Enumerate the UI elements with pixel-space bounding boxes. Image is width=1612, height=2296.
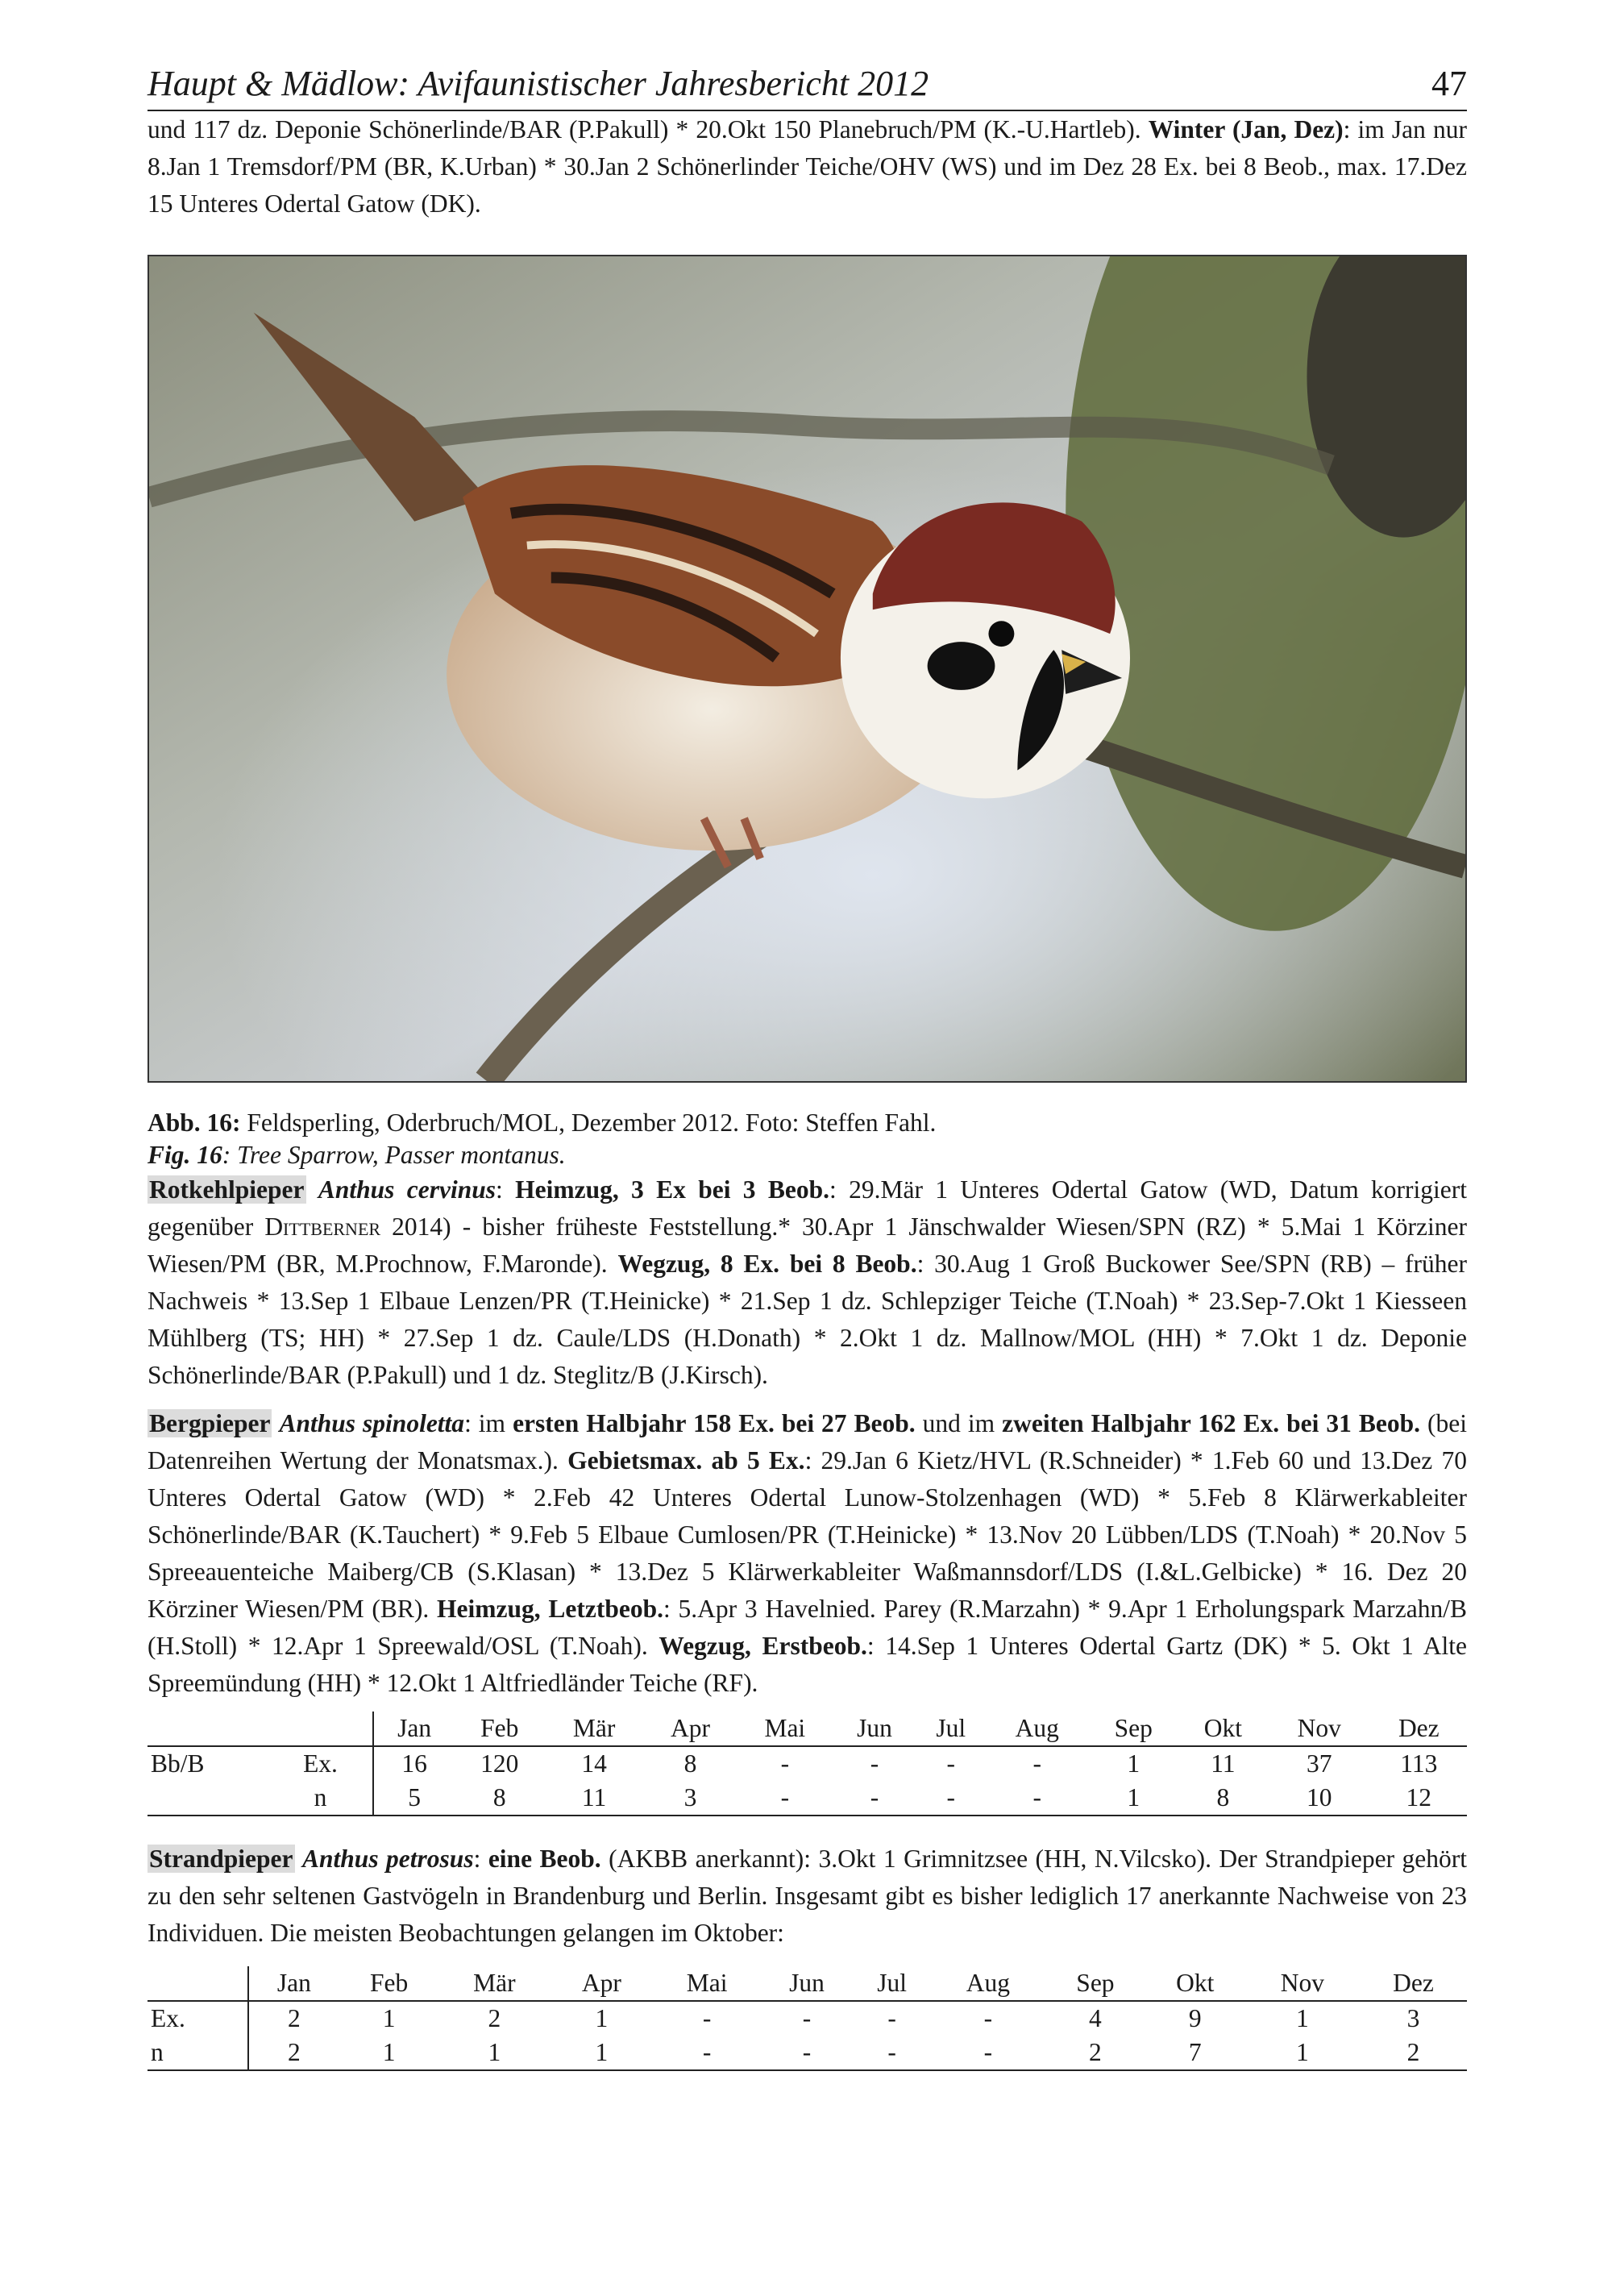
region-empty <box>147 1781 268 1816</box>
month-header: Feb <box>339 1966 439 2001</box>
header-empty <box>147 1966 248 2001</box>
species-scientific-name: Anthus cervinus <box>318 1175 496 1204</box>
body-text: (AKBB anerkannt): 3.Okt 1 Grimnitzsee (HH, N.Vilcsko). Der Strandpieper gehört zu den sehr seltenen Gastvögeln in Brandenburg und Berlin. Insgesamt gibt es bisher lediglich 17 anerkannte Nachweise von 23 Individuen. Die meisten Beobachtungen gelangen im Oktober: <box>147 1845 1468 1948</box>
caption-label-en: Fig. 16 <box>147 1141 222 1170</box>
table-cell: 8 <box>455 1781 544 1816</box>
table-cell: 1 <box>339 2036 439 2070</box>
month-header: Sep <box>1089 1712 1178 1746</box>
month-header: Sep <box>1045 1966 1145 2001</box>
table-cell: 4 <box>1089 2004 1102 2033</box>
table-cell: - <box>916 1781 986 1816</box>
strandpieper-monthly-table <box>147 1966 1467 2071</box>
bold-heading: Wegzug, 8 Ex. bei 8 Beob. <box>617 1250 917 1279</box>
bold-heading: Wegzug, Erstbeob. <box>659 1632 867 1661</box>
table-cell: 10 <box>1268 1781 1371 1816</box>
author-citation: Dittberner <box>264 1212 381 1242</box>
table-cell: 3 <box>644 1781 737 1816</box>
month-header: Jan <box>248 1966 339 2001</box>
body-text: : 5.Apr 3 Havelnied. Parey (R.Marzahn) * 9.Apr 1 Erholungspark Marzahn/B (H.Stoll) * 12.Apr 1 Spreewald/OSL (T.Noah). <box>147 1595 1467 1661</box>
table-cell: 1 <box>1295 2004 1309 2033</box>
caption-german <box>147 1107 1467 1139</box>
running-head <box>147 64 1467 111</box>
bold-heading: zweiten Halbjahr 162 Ex. bei 31 Beob. <box>1002 1409 1421 1438</box>
table-cell: 113 <box>1400 1749 1438 1778</box>
table-cell: 2 <box>1045 2036 1145 2070</box>
table-cell: - <box>702 2004 712 2033</box>
species-name: Rotkehlpieper <box>149 1175 305 1204</box>
table-cell: 3 <box>1406 2004 1420 2033</box>
bold-heading: Heimzug, Letztbeob. <box>437 1595 664 1624</box>
table-cell: 1 <box>1245 2036 1360 2070</box>
figure-caption <box>147 1107 1467 1171</box>
table-cell: 2 <box>1360 2036 1467 2070</box>
intro-text-2: : im Jan nur 8.Jan 1 Tremsdorf/PM (BR, K.Urban) * 30.Jan 2 Schönerlinder Teiche/OHV (WS) und im Dez 28 Ex. bei 8 Beob., max. 17.Dez 15 Unteres Odertal Gatow (DK). <box>147 115 1467 218</box>
body-text: : 29.Jan 6 Kietz/HVL (R.Schneider) * 1.Feb 60 und 13.Dez 70 Unteres Odertal Gatow (WD) * 2.Feb 42 Unteres Odertal Lunow-Stolzenhagen (WD) * 5.Feb 8 Klärwerkableiter Schönerlinde/BAR (K.Tauchert) * 9.Feb 5 Elbaue Cumlosen/PR (T.Heinicke) * 13.Nov 20 Lübben/LDS (T.Noah) * 20.Nov 5 Spreeauenteiche Maiberg/CB (S.Klasan) * 13.Dez 5 Klärwerkableiter Waßmannsdorf/LDS (I.&L.Gelbicke) * 16. Dez 20 Körziner Wiesen/PM (BR). <box>147 1446 1467 1624</box>
table-cell: - <box>780 1749 790 1778</box>
bergpieper-monthly-table <box>147 1712 1467 1816</box>
table-cell: - <box>654 2036 761 2070</box>
month-header: Nov <box>1268 1712 1371 1746</box>
month-header: Mär <box>544 1712 643 1746</box>
table-row <box>147 1746 1467 1781</box>
table-row <box>147 1781 1467 1816</box>
body-text: : <box>473 1845 488 1874</box>
table-cell: - <box>737 1781 833 1816</box>
body-text: : 30.Aug 1 Groß Buckower See/SPN (RB) – früher Nachweis * 13.Sep 1 Elbaue Lenzen/PR (T.Heinicke) * 21.Sep 1 dz. Schlepziger Teiche (T.Noah) * 23.Sep-7.Okt 1 Kiesseen Mühlberg (TS; HH) * 27.Sep 1 dz. Caule/LDS (H.Donath) * 2.Okt 1 dz. Mallnow/MOL (HH) * 7.Okt 1 dz. Deponie Schönerlinde/BAR (P.Pakull) und 1 dz. Steglitz/B (J.Kirsch). <box>147 1250 1467 1390</box>
body-text: (bei Datenreihen Wertung der Monatsmax.). <box>147 1409 1468 1475</box>
table-cell: 12 <box>1371 1781 1467 1816</box>
caption-english <box>147 1139 1467 1171</box>
species-scientific-name: Anthus spinoletta <box>279 1409 465 1438</box>
intro-paragraph <box>147 111 1467 223</box>
table-cell: 11 <box>1211 1749 1236 1778</box>
species-name: Bergpieper <box>149 1409 271 1438</box>
table-cell: 16 <box>401 1749 427 1778</box>
table-cell: 14 <box>581 1749 607 1778</box>
body-text: 2014) - bisher früheste Feststellung.* 30.Apr 1 Jänschwalder Wiesen/SPN (RZ) * 5.Mai 1 Körziner Wiesen/PM (BR, M.Prochnow, F.Maronde). <box>147 1212 1467 1279</box>
table-cell: - <box>887 2004 896 2033</box>
table-row <box>147 2001 1467 2036</box>
body-text: : im <box>464 1409 513 1438</box>
month-header: Mär <box>439 1966 550 2001</box>
table-cell: - <box>761 2036 854 2070</box>
table-cell: 7 <box>1145 2036 1245 2070</box>
intro-bold-winter: Winter (Jan, Dez) <box>1148 115 1344 144</box>
table-cell: - <box>946 1749 955 1778</box>
photo-tree-sparrow <box>147 255 1467 1083</box>
body-text: : 14.Sep 1 Unteres Odertal Gartz (DK) * 5. Okt 1 Alte Spreemündung (HH) * 12.Okt 1 Altfriedländer Teiche (RF). <box>147 1632 1467 1698</box>
row-label: Ex. <box>268 1746 373 1781</box>
month-header: Nov <box>1245 1966 1360 2001</box>
caption-label-de: Abb. 16: <box>147 1108 241 1138</box>
table-cell: 2 <box>488 2004 501 2033</box>
month-header: Dez <box>1371 1712 1467 1746</box>
body-text: : 29.Mär 1 Unteres Odertal Gatow (WD, Datum korrigiert gegenüber <box>147 1175 1467 1242</box>
table-cell: 37 <box>1307 1749 1332 1778</box>
table-cell: - <box>870 1749 879 1778</box>
month-header: Dez <box>1360 1966 1467 2001</box>
species-bergpieper <box>147 1405 1467 1702</box>
row-label: n <box>268 1781 373 1816</box>
caption-text-en: : Tree Sparrow, Passer montanus. <box>222 1141 566 1170</box>
bold-heading: Heimzug, 3 Ex bei 3 Beob. <box>515 1175 830 1204</box>
month-header: Jul <box>916 1712 986 1746</box>
month-header: Mai <box>654 1966 761 2001</box>
header-empty <box>147 1712 268 1746</box>
header-empty <box>268 1712 373 1746</box>
region-label: Bb/B <box>151 1749 205 1778</box>
table-cell: - <box>986 1781 1089 1816</box>
table-cell: - <box>931 2036 1045 2070</box>
table-cell: 1 <box>1089 1781 1178 1816</box>
species-strandpieper <box>147 1841 1467 1952</box>
month-header: Feb <box>455 1712 544 1746</box>
table-cell: 9 <box>1188 2004 1202 2033</box>
bold-heading: Gebietsmax. ab 5 Ex. <box>567 1446 805 1475</box>
table-cell: 1 <box>1127 1749 1140 1778</box>
table-cell: 1 <box>439 2036 550 2070</box>
month-header: Jun <box>761 1966 854 2001</box>
table-header-row <box>147 1966 1467 2001</box>
table-cell: - <box>1032 1749 1042 1778</box>
month-header: Okt <box>1145 1966 1245 2001</box>
page-number: 47 <box>1431 64 1467 103</box>
month-header: Aug <box>931 1966 1045 2001</box>
species-rotkehlpieper: Rotkehlpieper Anthus cervinus: Heimzug, 3 Ex bei 3 Beob.: 29.Mär 1 Unteres Odertal Gatow (WD, Datum korrigiert gegenüber Dittberner 2014) - bisher früheste Feststellung.* 30.Apr 1 Jänschwalder Wiesen/SPN (RZ) * 5.Mai 1 Körziner Wiesen/PM (BR, M.Prochnow, F.Maronde). Wegzug, 8 Ex. bei 8 Beob.: 30.Aug 1 Groß Buckower See/SPN (RB) – früher Nachweis * 13.Sep 1 Elbaue Lenzen/PR (T.Heinicke) * 21.Sep 1 dz. Schlepziger Teiche (T.Noah) * 23.Sep-7.Okt 1 Kiesseen Mühlberg (TS; HH) * 27.Sep 1 dz. Caule/LDS (H.Donath) * 2.Okt 1 dz. Mallnow/MOL (HH) * 7.Okt 1 dz. Deponie Schönerlinde/BAR (P.Pakull) und 1 dz. Steglitz/B (J.Kirsch). <box>147 1175 1467 1390</box>
table-cell: 2 <box>287 2004 301 2033</box>
table-cell: 120 <box>480 1749 519 1778</box>
month-header: Mai <box>737 1712 833 1746</box>
month-header: Apr <box>550 1966 653 2001</box>
table-cell: - <box>983 2004 993 2033</box>
table-cell: 1 <box>595 2004 609 2033</box>
table-cell: - <box>853 2036 930 2070</box>
bold-heading: ersten Halbjahr 158 Ex. bei 27 Beob. <box>513 1409 916 1438</box>
sparrow-photo-illustration <box>149 256 1465 1081</box>
month-header: Aug <box>986 1712 1089 1746</box>
body-text: und im <box>915 1409 1003 1438</box>
table-cell: 1 <box>382 2004 396 2033</box>
month-header: Jul <box>853 1966 930 2001</box>
species-scientific-name: Anthus petrosus <box>302 1845 474 1874</box>
table-header-row <box>147 1712 1467 1746</box>
month-header: Okt <box>1178 1712 1268 1746</box>
intro-text-1: und 117 dz. Deponie Schönerlinde/BAR (P.Pakull) * 20.Okt 150 Planebruch/PM (K.-U.Hartleb). <box>147 115 1149 144</box>
table-cell: - <box>833 1781 916 1816</box>
row-label: Ex. <box>147 2001 248 2036</box>
month-header: Apr <box>644 1712 737 1746</box>
bold-heading: eine Beob. <box>488 1845 601 1874</box>
table-cell: 8 <box>683 1749 697 1778</box>
table-row <box>147 2036 1467 2070</box>
table-cell: 1 <box>550 2036 653 2070</box>
running-title: Haupt & Mädlow: Avifaunistischer Jahresbericht 2012 <box>147 64 929 103</box>
month-header: Jun <box>833 1712 916 1746</box>
row-label: n <box>147 2036 248 2070</box>
caption-text-de: Feldsperling, Oderbruch/MOL, Dezember 2012. Foto: Steffen Fahl. <box>240 1108 937 1138</box>
table-cell: 5 <box>373 1781 455 1816</box>
table-cell: 8 <box>1178 1781 1268 1816</box>
month-header: Jan <box>373 1712 455 1746</box>
table-cell: 11 <box>544 1781 643 1816</box>
species-name: Strandpieper <box>149 1845 293 1874</box>
table-cell: 2 <box>248 2036 339 2070</box>
page <box>147 64 1467 2071</box>
table-cell: - <box>802 2004 812 2033</box>
